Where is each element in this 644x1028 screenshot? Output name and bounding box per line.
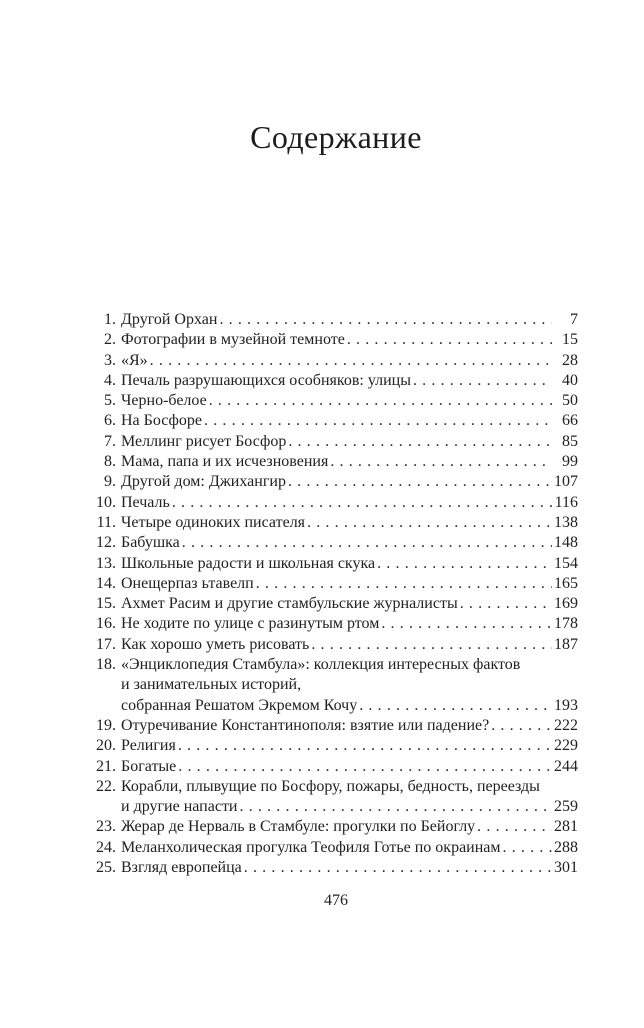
toc-entry-page: 169 [554,595,578,613]
dot-leader [475,817,552,837]
toc-entry-lastline [121,736,578,756]
toc-entry [94,472,578,492]
toc-entry-number: 18. [96,656,116,674]
toc-entry-content [121,736,578,756]
toc-entry [94,391,578,411]
toc-entry-title: Взгляд европейца [121,859,242,877]
toc-entry-content [121,371,578,391]
toc-entry-title: и другие напасти [121,798,238,816]
dot-leader [170,493,552,513]
dot-leader [286,432,552,452]
toc-entry-content [121,594,578,614]
toc-entry-lastline [121,594,578,614]
toc-entry-number: 14. [96,574,116,592]
toc-entry-lastline [121,351,578,371]
toc-entry-number: 7. [104,432,116,450]
toc-entry-number: 13. [96,554,116,572]
dot-leader [345,330,552,350]
dot-leader [458,594,552,614]
toc-entry [94,736,578,756]
toc-entry-title: Мама, папа и их исчезновения [121,453,329,471]
toc-entry-content [121,330,578,350]
toc-entry-page: 187 [554,635,578,653]
toc-entry-lastline [121,838,578,858]
dot-leader [379,614,552,634]
toc-entry-content [121,716,578,736]
dot-leader [309,635,552,655]
toc-entry-page: 107 [554,473,578,491]
toc-entry-lastline [121,452,578,472]
toc-entry-page: 7 [570,311,578,328]
toc-entry [94,594,578,614]
toc-entry-title: Религия [121,737,176,755]
toc-entry-page: 66 [562,412,578,430]
toc-entry [94,411,578,431]
toc-entry-content [121,574,578,594]
toc-entry-number: 15. [96,595,116,613]
toc-entry [94,655,578,716]
toc-entry-title: Меллинг рисует Босфор [121,432,287,450]
toc-entry-line: и занимательных историй, [121,676,302,694]
toc-entry-lastline [121,330,578,350]
toc-entry-number: 1. [104,311,116,328]
toc-entry-number: 2. [104,331,116,349]
toc-entry-page: 99 [562,453,578,471]
toc-entry [94,716,578,736]
toc-entry-content [121,757,578,777]
toc-entry-title: На Босфоре [121,412,203,430]
dot-leader [286,472,552,492]
toc-entry-content [121,432,578,452]
toc-entry-title: «Я» [121,351,148,369]
toc-entry [94,838,578,858]
page-title: Содержание [250,119,422,155]
toc-entry-lastline [121,858,578,878]
toc-entry-content [121,655,578,716]
toc-entry-title: собранная Решатом Экремом Кочу [121,696,358,714]
toc-entry-page: 50 [562,392,578,410]
toc-entry-lastline [121,432,578,452]
toc-entry-page: 244 [554,757,578,775]
toc-entry-title: Богатые [121,757,177,775]
toc-entry-page: 40 [562,371,578,389]
dot-leader [411,371,552,391]
toc-entry-page: 288 [554,838,578,856]
toc-entry-title: Печаль разрушающихся особняков: улицы [121,371,411,389]
toc-entry-content [121,858,578,878]
toc-entry [94,817,578,837]
toc-entry-lastline [121,371,578,391]
toc-entry-lastline [121,614,578,634]
toc-entry-page: 301 [554,859,578,877]
toc-entry-content [121,351,578,371]
toc-entry-page: 229 [554,737,578,755]
toc-entry-title: Жерар де Нерваль в Стамбуле: прогулки по Бейоглу [121,818,476,836]
toc-entry-content [121,493,578,513]
toc-entry [94,351,578,371]
toc-entry-lastline [121,533,578,553]
toc-entry-page: 154 [554,554,578,572]
toc-entry [94,533,578,553]
toc-entry [94,432,578,452]
dot-leader [176,736,552,756]
toc-entry-lastline [121,472,578,492]
toc-entry-title: Школьные радости и школьная скука [121,554,376,572]
toc-entry-title: Онещерпаз ьтавелп [121,574,254,592]
table-of-contents [94,310,578,878]
toc-entry-page: 193 [554,696,578,714]
toc-entry-number: 25. [96,859,116,877]
toc-entry-title: Другой Орхан [121,311,218,328]
dot-leader [254,574,552,594]
toc-entry-content [121,635,578,655]
toc-entry [94,858,578,878]
dot-leader [176,757,552,777]
dot-leader [242,858,552,878]
toc-entry-lastline [121,411,578,431]
toc-entry-number: 12. [96,534,116,552]
toc-entry [94,777,578,818]
toc-entry [94,574,578,594]
toc-entry-number: 4. [104,371,116,389]
toc-entry-content [121,310,578,330]
toc-entry-title: Фотографии в музейной темноте [121,331,345,349]
toc-entry-number: 22. [96,777,116,795]
toc-entry-number: 5. [104,392,116,410]
toc-entry-number: 9. [104,473,116,491]
dot-leader [148,351,552,371]
toc-entry-title: Как хорошо уметь рисовать [121,635,310,653]
toc-entry-page: 259 [554,798,578,816]
toc-entry [94,513,578,533]
toc-entry [94,614,578,634]
toc-entry-title: Не ходите по улице с разинутым ртом [121,615,380,633]
dot-leader [238,797,553,817]
toc-entry-number: 21. [96,757,116,775]
page-number: 476 [324,892,348,910]
toc-entry-lastline [121,391,578,411]
toc-entry-page: 165 [554,574,578,592]
dot-leader [202,411,552,431]
toc-entry-lastline [121,716,578,736]
toc-entry-line: «Энциклопедия Стамбула»: коллекция интересных фактов [121,656,521,674]
toc-entry-number: 19. [96,716,116,734]
toc-entry [94,330,578,350]
toc-entry-line: Корабли, плывущие по Босфору, пожары, бедность, переезды [121,777,540,795]
toc-entry-content [121,838,578,858]
toc-entry-title: Меланхолическая прогулка Теофиля Готье по окраинам [121,838,501,856]
toc-entry-title: Печаль [121,493,170,511]
toc-entry-title: Бабушка [121,534,180,552]
toc-entry-content [121,554,578,574]
dot-leader [375,554,552,574]
toc-entry-content [121,391,578,411]
toc-entry-number: 11. [96,513,116,531]
toc-entry [94,554,578,574]
toc-entry-number: 17. [96,635,116,653]
toc-entry-title: Другой дом: Джихангир [121,473,286,491]
toc-entry [94,310,578,330]
toc-entry-title: Отуречивание Константинополя: взятие или падение? [121,716,490,734]
toc-entry-title: Черно-белое [121,392,207,410]
toc-entry-content [121,513,578,533]
toc-entry-number: 8. [104,453,116,471]
toc-entry-lastline [121,493,578,513]
toc-entry-number: 16. [96,615,116,633]
toc-entry-lastline [121,554,578,574]
toc-entry-page: 85 [562,432,578,450]
dot-leader [217,310,552,330]
toc-entry-content [121,614,578,634]
toc-entry-content [121,472,578,492]
toc-entry-lastline [121,574,578,594]
dot-leader [489,716,552,736]
toc-entry-content [121,452,578,472]
dot-leader [328,452,552,472]
dot-leader [207,391,552,411]
toc-entry [94,452,578,472]
dot-leader [305,513,552,533]
toc-entry-number: 10. [96,493,116,511]
toc-entry-number: 24. [96,838,116,856]
toc-entry-content [121,411,578,431]
toc-entry-number: 20. [96,737,116,755]
toc-entry-lastline [121,757,578,777]
toc-entry-lastline [121,797,578,817]
toc-entry-page: 222 [554,716,578,734]
toc-entry-title: Четыре одиноких писателя [121,513,306,531]
toc-entry-lastline [121,696,578,716]
toc-entry [94,493,578,513]
toc-entry-page: 281 [554,818,578,836]
toc-entry-title: Ахмет Расим и другие стамбульские журналисты [121,595,458,613]
dot-leader [501,838,552,858]
dot-leader [180,533,552,553]
toc-entry-content [121,533,578,553]
toc-entry-page: 15 [562,331,578,349]
toc-entry-page: 116 [554,493,578,511]
toc-entry-page: 148 [554,534,578,552]
toc-entry [94,371,578,391]
toc-entry-page: 138 [554,513,578,531]
toc-entry-content [121,817,578,837]
dot-leader [357,696,552,716]
toc-entry-content [121,777,578,818]
toc-entry-lastline [121,635,578,655]
toc-entry [94,757,578,777]
toc-entry-number: 6. [104,412,116,430]
toc-entry-page: 28 [562,351,578,369]
toc-entry-lastline [121,817,578,837]
toc-entry-number: 23. [96,818,116,836]
toc-entry-number: 3. [104,351,116,369]
toc-entry-lastline [121,310,578,330]
toc-entry-page: 178 [554,615,578,633]
toc-entry [94,635,578,655]
toc-entry-lastline [121,513,578,533]
